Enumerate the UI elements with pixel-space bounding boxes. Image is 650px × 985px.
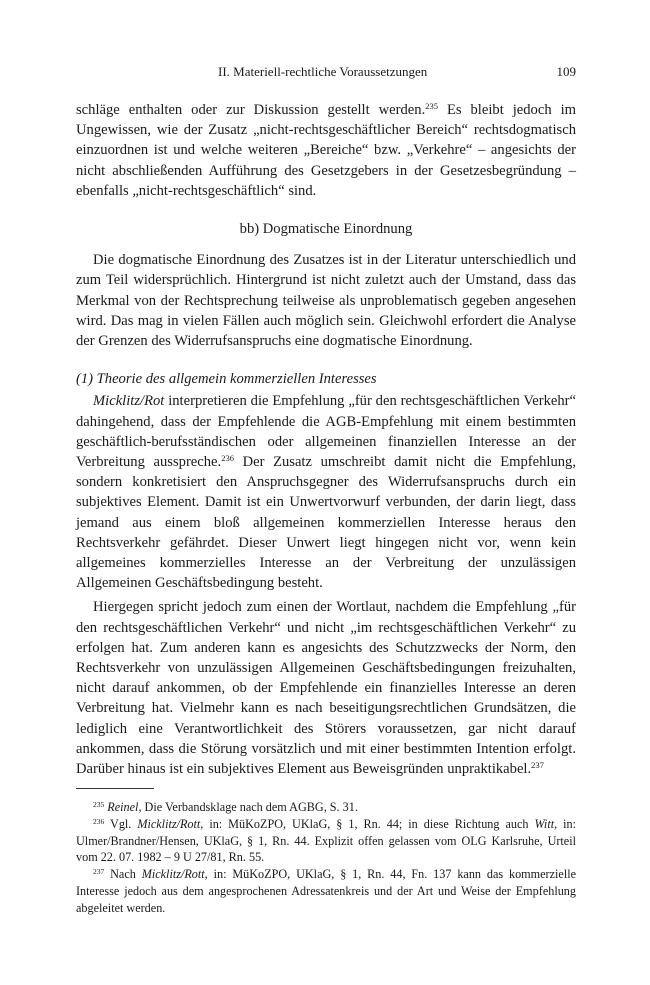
footnote-author: Micklitz/Rott [141, 867, 205, 882]
footnote-text: , in: MüKoZPO, UKlaG, § 1, Rn. 44; in diese Richtung auch [200, 816, 535, 831]
footnote-author: Reinel [107, 800, 139, 814]
footnote-236 [76, 816, 576, 866]
page-number: 109 [556, 64, 576, 79]
paragraph-text: interpretieren die Empfehlung „für den rechtsgeschäftlichen Verkehr“ dahingehend, dass der Empfehlende die AGB-Empfehlung mit einem bestimmten geschäftlich-berufsständischen oder allgemeinen finanziellen Interesse an der Verbreitung ausspreche. [76, 393, 576, 471]
footnote-author: Witt [534, 816, 555, 831]
paragraph-text: Es bleibt jedoch im Ungewissen, wie der Zusatz „nicht-rechtsgeschäftlicher Bereich“ rechtsdogmatisch einzuordnen ist und welche weiteren „Bereiche“ bzw. „Verkehre“ – angesichts der nicht abschließenden Aufführung des Gesetzgebers in der Gesetzesbegründung – ebenfalls „nicht-rechtsgeschäftlich“ sind. [76, 102, 576, 199]
footnote-text: Vgl. [104, 816, 138, 831]
paragraph-text: Der Zusatz umschreibt damit nicht die Empfehlung, sondern konkretisiert den Anspruchsgegner des Widerrufsanspruchs durch ein subjektives Element. Damit ist ein Unwertvorwurf verbunden, der darin liegt, dass jemand aus einem bloß allgemeinen kommerziellen Interesse heraus den Rechtsverkehr gefährdet. Dieser Unwert liegt hingegen nicht vor, wenn kein allgemeines kommerzielles Interesse an der Verbreitung der unzulässigen Allgemeinen Geschäftsbedingung besteht. [76, 454, 576, 592]
paragraph-text: schläge enthalten oder zur Diskussion gestellt werden. [76, 102, 426, 118]
footnote-divider [76, 788, 154, 789]
paragraph-continuation [76, 100, 576, 201]
footnote-number: 237 [93, 867, 105, 877]
paragraph-text: Hiergegen spricht jedoch zum einen der Wortlaut, nachdem die Empfehlung „für den rechtsgeschäftlichen Verkehr“ und nicht „im rechtsgeschäftlichen Verkehr“ zu erfolgen hat. Zum anderen kann es angesichts des Schutzzwecks der Norm, den Rechtsverkehr von unzulässigen Allgemeinen Geschäftsbedingungen freizuhalten, nicht darauf ankommen, ob der Empfehlende ein finanzielles Interesse an deren Verbreitung hat. Vielmehr kann es nach beseitigungsrechtlichen Grundsätzen, die lediglich eine Verantwortlichkeit des Störers voraussetzen, gar nicht darauf ankommen, dass die Störung vorsätzlich und mit einer bestimmten Intention erfolgt. Darüber hinaus ist ein subjektives Element aus Beweisgründen unpraktikabel. [76, 599, 576, 778]
section-heading: (1) Theorie des allgemein kommerziellen Interesses [76, 371, 377, 388]
footnotes [76, 799, 576, 917]
running-head-title: II. Materiell-rechtliche Voraussetzungen [218, 64, 428, 79]
body-text [76, 100, 576, 779]
footnote-ref-237[interactable]: 237 [531, 760, 544, 771]
footnote-text: Nach [104, 867, 142, 882]
footnote-ref-235[interactable]: 235 [425, 101, 438, 111]
footnote-number: 236 [93, 816, 105, 826]
footnote-author: Micklitz/Rott [137, 816, 201, 831]
subsection-heading: bb) Dogmatische Einordnung [239, 221, 413, 238]
paragraph [76, 391, 576, 593]
footnote-text: , Die Verbandsklage nach dem AGBG, S. 31. [138, 800, 358, 814]
paragraph [76, 597, 576, 779]
footnote-237 [76, 866, 576, 916]
footnote-number: 235 [93, 800, 105, 809]
running-head [76, 64, 576, 84]
paragraph: Die dogmatische Einordnung des Zusatzes ist in der Literatur unterschiedlich und zum Teil widersprüchlich. Hintergrund ist nicht zuletzt auch der Umstand, dass das Merkmal von der Rechtsprechung teilweise als unproblematisch gegeben angesehen wird. Das mag in vielen Fällen auch möglich sein. Gleichwohl erfordert die Analyse der Grenzen des Widerrufsanspruchs eine dogmatische Einordnung. [76, 252, 576, 350]
footnote-ref-236[interactable]: 236 [221, 453, 234, 464]
author-name: Micklitz/Rot [93, 393, 165, 410]
footnote-text: , in: Ulmer/Brandner/Hensen, UKlaG, § 1, Rn. 44. Explizit offen gelassen vom OLG Karlsruhe, Urteil vom 22. 07. 1982 – 9 U 27/81, Rn. 55. [76, 816, 576, 865]
footnote-text: , in: MüKoZPO, UKlaG, § 1, Rn. 44, Fn. 137 kann das kommerzielle Interesse jedoch aus dem angesprochenen Adressatenkreis und der Art und Weise der Empfehlung abgeleitet werden. [76, 867, 576, 915]
footnote-235 [76, 799, 576, 816]
